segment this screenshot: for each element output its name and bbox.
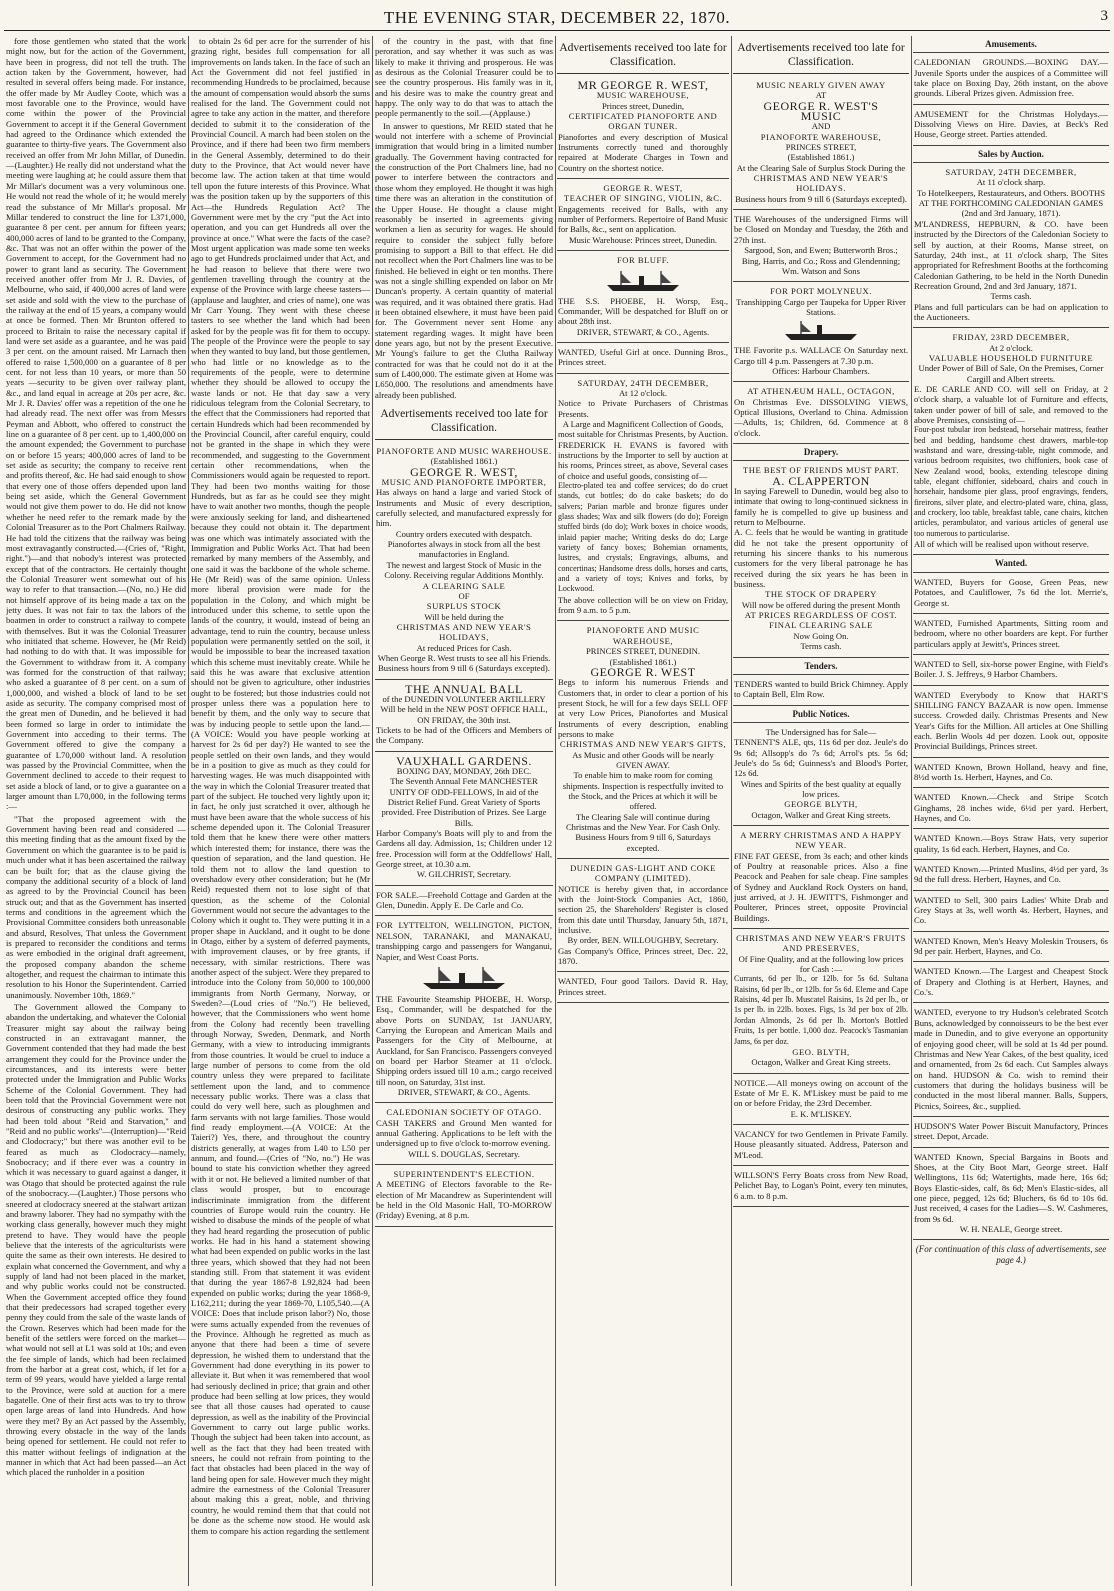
section-label-sales-by-auction: Sales by Auction.: [913, 146, 1109, 163]
classified-wanted: [913, 655, 1109, 686]
ad-items: Currants, 6d per lb., or 12lb. for 5s 6d. Sultana Raisins, 6d per lb., or 12lb. for 5s 6d. Eleme and Cape Raisins, 4d per lb. Muscatel Raisins, 1s 2d per lb., or 1s per lb. in 22lb. boxes. Figs, 1s 3d per box of 2lb. Jordan Almonds, 2s 6d per lb. Morton's Bottled Fruits, 1s per bottle. 1,000 doz. Peacock's Tasmanian Jams, 6s per doz.: [734, 974, 908, 1046]
column-1-article: [6, 36, 186, 1588]
ad-sale: CHRISTMAS AND NEW YEAR'S HOLIDAYS,: [396, 621, 532, 643]
ad-date: SATURDAY, 24TH DECEMBER,: [945, 167, 1077, 178]
ad-title: FOR PORT MOLYNEUX.: [770, 286, 872, 297]
ad-office: Offices: Harbour Chambers.: [772, 365, 870, 376]
ad-signature: DRIVER, STEWART, & CO., Agents.: [397, 1086, 531, 1097]
ad-address: Octagon, Walker and Great King streets.: [751, 1057, 891, 1068]
classified-wanted: [913, 932, 1109, 963]
ad-body: To enable him to make room for coming shipments. Inspection is respectfully invited to the Stock, and the Prices at which it will be offered.: [562, 770, 724, 812]
ad-body: Tickets to be had of the Officers and Members of the Company.: [376, 724, 552, 746]
section-label-public-notices: Public Notices.: [733, 706, 909, 723]
ad-established: (Established 1861.): [430, 456, 498, 467]
ad-body: THE Warehouses of the undersigned Firms will be Closed on Monday and Tuesday, the 26th and 27th inst.: [734, 214, 908, 245]
ad-collection: A Large and Magnificent Collection of Goods, most suitable for Christmas Presents, by Auction.: [558, 418, 728, 440]
advert-for-bluff: [557, 251, 729, 343]
ad-title: PIANOFORTE AND MUSIC WAREHOUSE,: [586, 625, 700, 646]
advert-west-teacher: [557, 179, 729, 251]
ad-body: Country orders executed with despatch.: [395, 528, 533, 539]
ad-body: WANTED, Furnished Apartments, Sitting room and bedroom, where no other boarders are kept. For further particulars apply at Jewitt's, Princes street.: [914, 617, 1108, 649]
continuation-note: (For continuation of this class of advertisements, see page 4.): [915, 1244, 1107, 1265]
ad-intro: The Undersigned has for Sale—: [765, 726, 877, 737]
ad-body: Will be held in the NEW POST OFFICE HALL, ON FRIDAY, the 30th inst.: [380, 704, 548, 725]
classified-wanted: [913, 891, 1109, 932]
ad-items: Electro-plated tea and coffee services; do do cruet stands, cut bottles; do do cake baskets; do do salvers; Parian marble and bronze figures under glass shades; Wax and silk flowers (do do); Foreign stuffed birds (do do); Work boxes in choice woods, inlaid papier mache; Writing desks do do; Large variety of fancy boxes; Bohemian ornaments, lustres, and crystals; Engravings, albums, and concertinas; Handsome dress dolls, horses and carts, and a variety of toys; Knives and forks, by Lockwood.: [558, 481, 728, 594]
advert-for-sale: [375, 886, 553, 917]
page-number: 3: [1100, 8, 1108, 24]
ad-sale: Will be held during the: [424, 611, 504, 622]
section-label-amusements: Amusements.: [913, 36, 1109, 53]
article-paragraph: of the country in the past, with that fine peroration, and say whether it was such as was likely to make it thriving and prosperous. He was as desirous as the Colonial Treasurer could be to see the country prosperous. His family was in it, and his desire was to make the country great and happy. The only way to do that was to attach the people permanently to the soil.—(Applause.): [375, 36, 553, 119]
masthead-rule: [4, 30, 1110, 31]
advert-wanted-girl: [557, 343, 729, 374]
ad-body: WANTED to Sell, six-horse power Engine, with Field's Boiler. J. S. Jeffreys, 9 Harbor Chambers.: [914, 658, 1108, 680]
section-header: Advertisements received too late for Classification.: [375, 402, 553, 440]
ad-body: VACANCY for two Gentlemen in Private Family. House pleasantly situated. Address, Paterson and M'Leod.: [734, 1128, 908, 1160]
advert-tenders: [733, 675, 909, 706]
advert-phoebe-steamer: [375, 916, 553, 1103]
ad-body: WANTED Known.—Boys Straw Hats, very superior quality, 1s 6d each. Herbert, Haynes, and Co.: [914, 833, 1108, 854]
ad-address: PRINCES STREET,: [785, 142, 857, 153]
ad-final: FINAL CLEARING SALE: [769, 620, 873, 631]
ad-body: AMUSEMENT for the Christmas Holydays.—Dissolving Views on Hire. Davies, at Beck's Red House, George street. Parties attended.: [914, 108, 1108, 140]
classified-wanted: [913, 1117, 1109, 1148]
column-divider: [731, 36, 732, 1586]
ad-signature: GEO. BLYTH,: [792, 1046, 850, 1057]
ad-body: Harbor Company's Boats will ply to and from the Gardens all day. Admission, 1s; Children under 12 free. Procession will form at the Oddfellows' Hall, George street, at 10.30 a.m.: [376, 828, 552, 870]
ad-body: WANTED, everyone to try Hudson's celebrated Scotch Buns, acknowledged by connoisseurs to be the best ever made in Dunedin, and to give everyone an opportunity of enjoying good cheer, will be sold at 1s 4d per pound. Christmas and New Year Cakes, of the best quality, iced and ornamented, from 2s 6d each. Cut Samples always on hand. HUDSON & Co. wish to remind their customers that during the holidays business will be conducted in the most liberal manner. Balls, Suppers, Picnics, Soirees, &c., supplied.: [914, 1007, 1108, 1111]
ad-body: At the Clearing Sale of Surplus Stock During the: [736, 162, 906, 173]
advert-ferry: [733, 1166, 909, 1207]
advert-blyth-ales: [733, 723, 909, 826]
section-header: Advertisements received too late for Classification.: [733, 36, 909, 74]
advert-fat-geese: [733, 826, 909, 929]
ad-body: HUDSON'S Water Power Biscuit Manufactory, Princes street. Depot, Arcade.: [914, 1120, 1108, 1142]
steamship-icon: [781, 320, 861, 342]
ad-signature: GEORGE BLYTH,: [784, 799, 858, 810]
ad-title: MUSIC NEARLY GIVEN AWAY: [756, 80, 886, 90]
ad-sale: When George R. West trusts to see all his Friends.: [377, 652, 551, 663]
ad-body: The Clearing Sale will continue during Christmas and the New Year. For Cash Only.: [565, 811, 721, 832]
column-divider: [372, 36, 373, 1586]
ad-items: TENNENT'S ALE, qts, 11s 6d per doz. Jeule's do 9s 6d; Allsopp's do 7s 6d; Arrol's pts. 5s 6d; Jeule's do 5s 6d; Guinness's and Blood's Porter, 12s 6d.: [734, 737, 908, 779]
ad-address: PRINCES STREET, DUNEDIN.: [586, 646, 700, 657]
ad-body: WANTED Known.—The Largest and Cheapest Stock of Drapery and Clothing is at Herbert, Haynes, and Co.'s.: [914, 966, 1108, 998]
advert-warehouses-closed: [733, 210, 909, 282]
ad-terms: Terms cash.: [990, 291, 1032, 302]
ad-body: WANTED Everybody to Know that HART'S SHILLING FANCY BAZAAR is now open. Immense success. Crowded daily. Christmas Presents and New Year's Gifts for the Million. All articles at One Shilling each. Berlin Wools 4d per dozen. Look out, opposite Provincial Buildings, Princes street.: [914, 689, 1108, 752]
ad-body: NOTICE.—All moneys owing on account of the Estate of Mr E. K. M'Liskey must be paid to me on or before Friday, the 23rd December.: [734, 1077, 908, 1109]
ad-body: The Seventh Annual Fete MANCHESTER UNITY OF ODD-FELLOWS, In aid of the District Relief Fund. Great Variety of Sports provided. Free Distribution of Prizes. See Large Bills.: [381, 776, 547, 828]
advert-caledonian-society: [375, 1103, 553, 1165]
ad-body: The newest and largest Stock of Music in the Colony. Receiving regular Additions Monthly.: [384, 559, 544, 581]
ad-body: WANTED Known, Men's Heavy Moleskin Trousers, 6s 9d per pair. Herbert, Haynes, and Co.: [914, 935, 1108, 957]
column-divider: [555, 36, 556, 1586]
ad-plans: Plans and full particulars can be had on application to the Auctioneers.: [914, 301, 1108, 322]
ad-subtitle: MUSIC AND PIANOFORTE IMPORTER,: [381, 477, 547, 488]
classified-wanted: [913, 686, 1109, 758]
ad-sale: OF: [458, 590, 470, 601]
ad-body: FINE FAT GEESE, from 3s each; and other kinds of Poultry at reasonable prices. Also a fine Peacock and Peahen for sale cheap. Fine samples of Sydney and Auckland Rock Oysters on hand, just arrived, at J. H. JEWITT'S, Fishmonger and Poulterer, Princes street, opposite Provincial Buildings.: [734, 850, 908, 923]
ad-signature: DRIVER, STEWART, & CO., Agents.: [576, 326, 710, 337]
ad-body: WANTED, Four good Tailors. David R. Hay, Princes street.: [558, 976, 728, 997]
ad-date: SATURDAY, 24TH DECEMBER,: [577, 377, 709, 388]
ad-time: At 11 o'clock sharp.: [976, 177, 1046, 188]
advert-furniture-auction: [913, 328, 1109, 555]
ad-body: WANTED Known.—Printed Muslins, 4½d per yard, 3s 9d the full dress. Herbert, Haynes, and Co.: [914, 864, 1108, 885]
classified-wanted: [913, 788, 1109, 829]
ad-body: A. C. feels that he would be wanting in gratitude did he not take the present opportunity of returning his sincere thanks to his numerous customers for the very liberal patronage he has received during the six years he has been in business.: [734, 527, 908, 590]
ad-signature: W. H. NEALE, George street.: [959, 1224, 1063, 1234]
section-label-tenders: Tenders.: [733, 658, 909, 675]
classified-wanted: [913, 614, 1109, 655]
article-paragraph: The Government allowed the Company to abandon the undertaking, and whatever the Colonial Treasurer might say about the railway being constructed in an extravagant manner, the Government contended that they had made the best arrangement they could for the Province under the circumstances, and its interests were better protected under the Immigration and Public Works Scheme of the Colonial Government. They had been told that the Provincial Government were not desirous of constructing any public works. They had been told about "Reid and Starvation," and "Reid and no public works"—(Interruption)—"Reid and Clodocracy;" but there was another evil to be feared as much as Clodocracy—namely, Snobocracy; and if there ever was a country in which it was necessary to guard against a danger, it was Otago that should be protected against the rule of the snobocracy.—(Laughter.) Those persons who sneered at clodocracy sneered at the stalwart artizan and brawny laborer. They had no sympathy with the working class generally, however much they might pretend to have. They would have the people believe that the interests of the agriculturists were quite the same as their own interests. He desired to explain what concerned the Government, and why a supply of land had not been placed in the market, and why public works could not be constructed. When the Government accepted office they found that their predecessors had scraped together every penny they could from the sale of the waste lands of the Crown. Reserves which had been made for the benefit of the settlers were forced on the market—what would not sell at L1 was sold at 10s; and even the fee simple of lands, which had been reclaimed from the harbor at a great cost, which, if let for a term of 99 years, would have yielded a large rental to the Province, were sold at auction for a mere bagatelle. One of their first acts was to try to throw open large areas of land into Hundreds. And how were they met? By an Act passed by the Assembly, throwing every obstacle in the way of the lands being opened for settlement. He could not refer to this matter without feelings of indignation at the manner in which that Act had been passed—an Act which placed the runholder in a position: [6, 1001, 186, 1478]
ad-title: VALUABLE HOUSEHOLD FURNITURE: [928, 352, 1094, 363]
section-header: Advertisements received too late for Classification.: [557, 36, 729, 74]
steamship-icon: [603, 269, 683, 293]
classified-wanted: [913, 829, 1109, 860]
ad-time: At 12 o'clock.: [618, 387, 668, 398]
article-paragraph: to obtain 2s 6d per acre for the surrender of his grazing right, besides full compensation for all improvements on lands taken. In the face of such an Act the Government did not feel justified in recommending Hundreds to be proclaimed, because the amount of compensation would absorb the sums realised for the land. The Government could not agree to take any action in the matter, and therefore decided to submit it to the consideration of the Provincial Council. A march had been stolen on the Province, and if there had been two firm members in the General Assembly, determined to do their duty to the Province, that Act would never have become law. The action taken at that time would tell upon the future interests of this Province. What was the position taken up by the supporters of this Act—the Hundreds Regulation Act? The Government were met by the cry "put the Act into operation, and you can get Hundreds all over the province at once." What were the facts of the case? Most urgent application was made some ten weeks ago to get Hundreds proclaimed under that Act, and he had reason to believe that there were two gentlemen travelling through the country at the expense of the Province with large cheese tasters—(applause and laughter, and cries of name), one was Mr Carr Young. They went with these cheese tasters to see whether the land which had been asked for by the people was fit for them to occupy. The people of the Province were the people to say when they wanted to buy land, but those gentlemen, who had little or no knowledge as to the requirements of the people, were to determine whether they should be allowed to occupy the waste lands or not. He that day saw a very ridiculous telegram from the Colonial Secretary, to the effect that the Commissioners had reported that certain Hundreds which had been recommended by the Provincial Council, after careful enquiry, could not be granted in the shape in which they were recommended, and suggesting to the Government certain other recommendations, when the Commissioners would again be requested to report. They had been two months waiting for those Hundreds, but as far as he could see they might have to wait another two months, though the people were anxiously seeking for land, and disheartened because they could not obtain it. The department was one which was intimately associated with the Immigration and Public Works Act. That had been remarked by many members of the Assembly, and one said it was the backbone of the whole scheme. He (Mr Reid) was of the same opinion. Unless more liberal provision were made for the population in the Colony, and which might be introduced under this scheme, to settle upon the lands of the country, it would, instead of being an advantage, tend to ruin the country, because unless population were permanently settled on the soil, it would be impossible to bear the increased taxation which this scheme must inevitably create. While he said this he was aware that exclusive attention should not be given to agriculture, other industries ought to be fostered; but those industries could not prosper unless there was a population here to benefit by them, and the only way to secure that was by inducing people to settle upon the land.—(A VOICE: Would you have people working at harvest for 2s 6d per day?) He wanted to see the people settled on their own lands, and they would be in a position to give as much as they could for harvesting wages. He was much disappointed with the way in which the Colonial Treasurer treated that part of the subject. He touched very lightly upon it; in fact, he only just scratched it over, although he must have been aware that the whole success of his scheme depended upon it. The Colonial Treasurer told them that he knew there were other matters which interested them; for instance, there was the question of separation, and the land question. He told them not to allow the land question to overshadow every other consideration; but he (Mr Reid) requested them not to lose sight of that question, as the scheme of the Colonial Government would not secure the advantages to the Colony which it ought to. They were putting it in a proper shape in Auckland, and it ought to be done in Otago, either by a system of deferred payments, with improvement clauses, or by free grants, if necessary, with similar restrictions. There was another aspect of the subject. Were they prepared to introduce into the Colony from 50,000 to 100,000 immigrants from North Germany, Norway, or Sweden?—(Loud cries of "No.") He believed, however, that the Commissioners who went home from the Colony had recently been travelling through Norway, Sweden, Denmark, and North Germany, with a view to introducing immigrants from those countries. It would be cruel to induce a large number of persons to come from the old country unless they were prepared to facilitate settlement upon the land, and to commence necessary public works. There was a class that could do very well here, such as ploughmen and farm servants with not large families. Those would find ready employment.—(A VOICE: At the Taieri?) Yes, there, and throughout the country districts generally, at wages from L40 to L50 per annum, and found.—(Cries of "No, no.") He was bound to state his conviction whether they agreed with it or not. He believed a limited number of that class would prosper, but to encourage indiscriminate immigration from the different countries of Europe would ruin the country. He wished to disabuse the minds of the people of what they had heard regarding the prosecution of public works. He had in his hand a statement showing what had been expended on public works in the last three years, which showed that they had not been standing still. From that statement it was evident that during the year 1867-8 L92,824 had been expended on public works; during the year 1868-9, L162,211; during the year 1869-70, L105,540.—(A VOICE: Does that include prison labor?) No, those were sums actually expended from the revenues of the Province. Although he regretted as much as anyone that there had been a time of severe depression, he wished them to understand that the Government had done everything in its power to alleviate it. But when it was remembered that wool had seriously declined in price; that grain and other produce had been selling at low prices, they would see that all those causes had operated to cause depression, as well as the inability of the Provincial Government to carry out large public works. Though the subject had been taken into account, as well as the fact that they had been treated with sneers, he could not refrain from pointing to the fact that obstacles had been placed in the way of land being open for sale. However much they might admire the earnestness of the Colonial Treasurer about making this a great, noble, and thriving country, he would remind them that that could not be done as the scheme now stood. He would ask them to compare his action regarding the settlement: [191, 36, 370, 1536]
ad-signature: By order, BEN. WILLOUGHBY, Secretary.: [567, 935, 719, 946]
ad-address: Music Warehouse: Princes street, Dunedin.: [568, 234, 718, 245]
advert-wanted-tailors: [557, 972, 729, 1003]
ad-body: WANTED Known, Special Bargains in Boots and Shoes, at the City Boot Mart, George street. Half Wellingtons, 11s 6d; Watertights, made here, 16s 6d; Boys Elastic-sides, calf, 8s 6d; Men's Elastic-sides, all one piece, pegged, 12s 6d; Bluchers, 6s 6d to 10s 6d. Just received, 4 cases for the Ladies—S. W. Cashmeres, from 9s 6d.: [914, 1151, 1108, 1224]
ad-firms: Sargood, Son, and Ewen; Butterworth Bros.; Bing, Harris, and Co.; Ross and Glendenning; Wm. Watson and Sons: [741, 245, 901, 276]
ad-title: To Hotelkeepers, Restaurateurs, and Others. BOOTHS AT THE FORTHCOMING CALEDONIAN GAMES (2nd and 3rd January, 1871).: [917, 187, 1105, 219]
ad-hours: Business Hours from 9 till 6, Saturdays excepted.: [575, 832, 711, 853]
ad-gifts: CHRISTMAS AND NEW YEAR'S GIFTS,: [559, 739, 727, 750]
ad-sale: At reduced Prices for Cash.: [416, 642, 512, 653]
ad-and: AND: [811, 121, 831, 132]
ad-address: Princes street, Dunedin,: [601, 100, 685, 111]
advert-port-molyneux: [733, 282, 909, 382]
ad-view: The above collection will be on view on Friday, from 9 a.m. to 5 p.m.: [558, 594, 728, 616]
ad-body: E. DE CARLE AND CO. will sell on Friday, at 2 o'clock sharp, a valuable lot of Furniture and effects, taken under power of bill of sale, and removed to the above Premises, consisting of—: [914, 383, 1108, 425]
advert-music-given-away: [733, 76, 909, 210]
ad-title: THE BEST OF FRIENDS MUST PART.: [743, 465, 899, 476]
ad-body: Pianofortes always in stock from all the best manufactories in England.: [387, 539, 541, 560]
ad-holidays: CHRISTMAS AND NEW YEAR'S HOLIDAYS.: [753, 173, 889, 194]
ad-time: At 2 o'clock.: [989, 342, 1033, 353]
ad-body: WANTED, Buyers for Goose, Green Peas, new Potatoes, and Cauliflower, 7s 6d the lot. Merrie's, George st.: [914, 576, 1108, 608]
column-3: [375, 36, 553, 1588]
advert-evans-auction: [557, 374, 729, 622]
advert-caledonian-grounds: [913, 53, 1109, 104]
ad-body: WANTED to Sell, 300 pairs Ladies' White Drab and Grey Stays at 3s, well worth 4s. Herbert, Haynes, and Co.: [914, 894, 1108, 926]
column-2-article: [191, 36, 370, 1588]
classified-wanted: [913, 1148, 1109, 1241]
ad-name: A. CLAPPERTON: [772, 473, 870, 488]
ad-signature: WILL S. DOUGLAS, Secretary.: [408, 1148, 520, 1159]
ad-title: AT ATHENÆUM HALL, OCTAGON,: [747, 386, 895, 397]
advert-vauxhall: [375, 752, 553, 886]
advert-election: [375, 1165, 553, 1227]
ad-subtitle: of the DUNEDIN VOLUNTEER ARTILLERY: [382, 693, 546, 704]
masthead: [0, 0, 1114, 32]
column-divider: [188, 36, 189, 1586]
ad-title: CERTIFICATED PIANOFORTE AND ORGAN TUNER.: [568, 111, 718, 132]
ad-date: BOXING DAY, MONDAY, 26th DEC.: [396, 766, 532, 776]
advert-west-music-warehouse: [557, 76, 729, 179]
advert-gas-company: [557, 859, 729, 972]
ad-body: CALEDONIAN GROUNDS.—BOXING DAY.—Juvenile Sports under the auspices of a Committee will take place on Boxing Day, 26th instant, on the above grounds. Liberal Prizes given. Admission free.: [914, 57, 1108, 99]
ad-body: THE Favorite p.s. WALLACE On Saturday next. Cargo till 4 p.m. Passengers at 7.30 p.m.: [734, 345, 908, 366]
column-4: [557, 36, 729, 1588]
ad-subtitle: TEACHER OF SINGING, VIOLIN, &C.: [563, 193, 723, 204]
article-paragraph: fore those gentlemen who stated that the work might now, but for the action of the Government, have been in progress, did not tell the truth. The action taken by the Government, however, had resulted in several offers being made. For instance, the offer made by Mr Audley Coote, which was a most favorable one to the Province, would have come within the power of the Provincial Government to accept it if the General Government had agreed to the Ordinance which extended the guarantee to thirty-five years. The Government also received an offer from Mr John Millar, of Dunedin.—(Laughter.) He really did not understand what the meeting were laughing at; he could assure them that Mr Millar's document was a very voluminous one. He would not read the whole of it; he would merely read the substance of Mr Millar's proposal. Mr Millar tendered to construct the line for L371,000, guarantee 8 per cent. per annum for fifteen years; 400,000 acres of land to be granted to the Company, &c. That was not an offer within the power of the Government to accept, for the Government had no power to grant land as security. The Government received another offer from Mr J. R. Davies, of Melbourne, who said, if 400,000 acres of land were set aside and sold with the view to the purchase of the railway at the end of 15 years, a company would at once be formed. Then Mr Brunton offered to proceed to Britain to raise the necessary capital if land were set aside as a guarantee, and he was paid 3 per cent. on the amount raised. Mr Larnach then offered to raise 1,500,000 on a guarantee of 8 per cent. for not less than 10 years, or more than 50 years —security to be given over railway plant, &c., and land equal in acreage at 20s per acre, &c. Mr J. R. Davies' offer was a repetition of the one he had already read. The next offer was from Messrs Peyman and Abbott, who offered to construct the line on a guarantee of 8 per cent. up to 1,400,000 on the amount expended; the Government to purchase on or before 15 years; 400,000 acres of land to be set aside as security; the company to receive rent and profits thereof, &c. He had said enough to show that every one of those offers depended upon land being set aside, which the General Government would not give them power to do. He did not know whether he need refer to the remark made by the Colonial Treasurer as to the Port Chalmers Railway. He had told the citizens that the railway was being most extravagantly constructed.—(Cries of, "Right, right.")—and that nobody's interest was protected except that of the contractors. He certainly thought the Colonial Treasurer went somewhat out of his way to refer to that transaction.—(No, no.) He did not himself approve of its being made a tax on the jetty dues. It was not fair to tax the labors of the boatmen in order to construct a railway to compete with themselves. But it was the Colonial Treasurer who initiated that scheme. However, he (Mr Reid) had nothing to do with that. It was impossible for the Government to withdraw from it. A company was formed for the construction of that railway; who asked a guarantee of 8 per cent. on a sum of 1,000,000, and wished a block of land to be set aside as security. The company comprised most of the great men of Dunedin, and he believed it had been formed so large in order to intimidate the Government into acceding to their terms. The Government offered to give the company a guarantee of L70,000 without land. A resolution was passed by the Provincial Committee, when the Government declined to accede to their request to set aside a block of land, or to give a guarantee on a larger amount than L70,000, in the following terms :—: [6, 36, 186, 812]
ad-subtitle: MUSIC WAREHOUSE,: [596, 90, 690, 101]
advert-booths-auction: [913, 163, 1109, 328]
ad-address: Octagon, Walker and Great King streets.: [751, 809, 891, 820]
ad-signature: W. GILCHRIST, Secretary.: [416, 869, 512, 880]
advert-west-clearing: [557, 621, 729, 859]
ad-subtitle: PIANOFORTE WAREHOUSE,: [760, 131, 882, 142]
ad-title: CALEDONIAN SOCIETY OF OTAGO.: [386, 1107, 542, 1118]
ad-at: AT: [815, 90, 827, 101]
ad-date: FRIDAY, 23RD DECEMBER,: [952, 332, 1070, 343]
article-paragraph: "That the proposed agreement with the Government having been read and considered —this meeting finding that as the amount fixed by the Government on which the guarantee is to be paid is much under what it has been ascertained the railway can be built for; that as the clause giving the company the additional security of a block of land as agreed to by the Provincial Council has been struck out; and that as the Government has inserted terms and conditions in the agreement which the Provisional Committee considers both unreasonable and absurd, Resolves, That unless the Government is prepared to reconsider the conditions and terms as were embodied in the original draft agreement, the proposed company abandon the scheme altogether, and request the chairman to intimate this resolution to his Honor the Superintendent. Carried unanimously. November 10th, 1869.": [6, 813, 186, 1000]
steamship-icon: [419, 965, 509, 991]
ad-title: CHRISTMAS AND NEW YEAR'S FRUITS AND PRESERVES,: [736, 933, 906, 954]
ad-title: SUPERINTENDENT'S ELECTION.: [393, 1169, 535, 1179]
ad-body: A MEETING of Electors favorable to the Re-election of Mr Macandrew as Superintendent will be held in the Old Masonic Hall, TO-MORROW (Friday) Evening, at 8 p.m.: [376, 1179, 552, 1221]
section-label-drapery: Drapery.: [733, 444, 909, 461]
ad-body: Pianofortes and every description of Musical Instruments correctly tuned and thoroughly repaired at Moderate Charges in Town and Country on the shortest notice.: [558, 131, 728, 173]
column-5: [733, 36, 909, 1588]
classified-wanted: [913, 1003, 1109, 1116]
ad-hours: Business hours from 9 till 6 (Saturdays excepted).: [735, 193, 907, 204]
classified-wanted: [913, 860, 1109, 891]
section-label-wanted: Wanted.: [913, 555, 1109, 572]
ad-stock: THE STOCK OF DRAPERY: [765, 589, 877, 600]
ad-body: Wines and Spirits of the best quality at equally low prices.: [740, 778, 902, 799]
advert-west-warehouse: [375, 442, 553, 680]
ad-established: (Established 1861.): [787, 152, 855, 163]
ad-title: PIANOFORTE AND MUSIC WAREHOUSE.: [376, 446, 552, 457]
ad-body: Begs to inform his numerous Friends and Customers that, in order to clear a portion of his present Stock, he will for a few days SELL OFF at very Low Prices, Pianofortes and Musical Instruments of every description, enabling persons to make: [558, 677, 728, 739]
ad-name: GEORGE R. WEST,: [603, 183, 683, 194]
ad-items: Four-post tubular iron bedstead, horsehair mattress, feather bed and bedding, handsome chest drawers, marble-top washstand and ware, dressing-table, night commode, and various bedroom requisites, two chiffoniers, book case of New Zealand wood, books, extending telescope dining table, elegant chiffonier, sideboard, chairs and couch in horsehair, handsome pier glass, proof engravings, fenders, fireirons, silver plate, and electro-plated ware, china, glass, and crockery, loo table, breakfast table, cane chairs, kitchen articles, perambulator, and various articles of general use too numerous to particularise.: [914, 425, 1108, 538]
advert-mliskey: [733, 1074, 909, 1125]
ad-body: THE Favourite Steamship PHOEBE, H. Worsp, Esq., Commander, will be despatched for the above Ports on SUNDAY, 1st JANUARY, Carrying the European and American Mails and Passengers for the City of Melbourne, at Auckland, for San Francisco. Passengers conveyed on board per Harbor Steamer at 11 o'clock. Shipping orders issued till 10 a.m.; cargo received till noon, on Saturday, 31st inst.: [376, 993, 552, 1087]
ad-subtitle: Under Power of Bill of Sale, On the Premises, Corner Cargill and Albert streets.: [918, 363, 1104, 384]
ad-name: GEORGE R. WEST'S: [763, 98, 879, 113]
ad-title: FOR BLUFF.: [616, 255, 670, 266]
advert-fruits: [733, 929, 909, 1073]
ad-reserve: All of which will be realised upon without reserve.: [914, 539, 1089, 550]
ad-sale: SURPLUS STOCK: [426, 601, 502, 612]
ad-body: M'LANDRESS, HEPBURN, & CO. have been instructed by the Directors of the Caledonian Society to sell by auction, at their Rooms, Manse street, on Saturday, 24th inst., at 11 o'clock sharp, The Sites appropriated for Refreshment Booths at the forthcoming Caledonian Gathering, to be held in the North Dunedin Recreation Ground, 2nd and 3rd January, 1871.: [914, 218, 1108, 291]
ad-title: DUNEDIN GAS-LIGHT AND COKE COMPANY (LIMITED).: [570, 863, 716, 884]
advert-annual-ball: [375, 680, 553, 752]
ad-body: CASH TAKERS and Ground Men wanted for annual Gathering. Applications to be left with the undersigned up to five o'clock to-morrow evening.: [376, 1117, 552, 1149]
ad-address: Gas Company's Office, Princes street, Dec. 22, 1870.: [558, 945, 728, 967]
column-6: [913, 36, 1109, 1588]
ad-music: MUSIC: [800, 109, 842, 124]
ad-body: Engagements received for Balls, with any number of Performers. Repertoire of Band Music for Balls, &c., sent on application.: [558, 203, 728, 235]
column-divider: [911, 36, 912, 1586]
advert-vacancy: [733, 1125, 909, 1166]
ad-name: MR GEORGE R. WEST,: [577, 78, 709, 92]
ad-body: WANTED Known.—Check and Stripe Scotch Ginghams, 28 inches wide, 6½d per yard. Herbert, Haynes, and Co.: [914, 792, 1108, 823]
ad-title: THE ANNUAL BALL: [405, 681, 523, 696]
ad-established: (Established 1861.): [609, 656, 677, 667]
ad-body: WILLSON'S Ferry Boats cross from New Road, Pelichet Bay, to Logan's Point, every ten minutes, 6 a.m. to 8 p.m.: [734, 1169, 908, 1201]
advert-athenaeum: [733, 382, 909, 444]
advert-clapperton: [733, 461, 909, 657]
newspaper-title: THE EVENING STAR, DECEMBER 22, 1870.: [383, 8, 731, 27]
ad-ports: FOR LYTTELTON, WELLINGTON, PICTON, NELSON, TARANAKI, and MANAKAU, transhipping cargo and passengers for Wanganui, Napier, and West Coast Ports.: [376, 920, 552, 962]
ad-signature: E. K. M'LISKEY.: [790, 1108, 852, 1119]
ad-prices: AT PRICES REGARDLESS OF COST.: [744, 610, 898, 621]
ad-body: NOTICE is hereby given that, in accordance with the Joint-Stock Companies Act, 1860, section 25, the Shareholders' Register is closed from this date until Thursday, January 5th, 1871, inclusive.: [558, 883, 728, 936]
ad-body: THE S.S. PHOEBE, H. Worsp, Esq., Commander, Will be despatched for Bluff on or about 28th inst.: [558, 295, 728, 327]
ad-notice: Notice to Private Purchasers of Christmas Presents.: [558, 398, 728, 419]
ad-gifts: As Music and other Goods will be nearly GIVEN AWAY.: [572, 749, 714, 770]
article-paragraph: In answer to questions, Mr REID stated that he would not interfere with a scheme of Provincial immigration that would bring in a limited number gradually. The Government having contracted for the construction of the Port Chalmers line, had no power to interfere between the contractors and those whom they employed. He thought it was high time there was an alteration in the constitution of the Upper House. He thought a clause might reasonably be inserted in agreements giving workmen a lien as security for wages. He should require to consider the subject fully before promising to support a Bill to that effect. He did not recollect when the Port Chalmers line was to be finished. He believed in eight or ten months. There was not a single shilling expended on labor on Mr Duncan's property. A certain quantity of material was required, and it was obtained there gratis. Had it been obtained elsewhere, it must have been paid for. The Government never sent Home any statement regarding wages. It might have been done years ago, but not by the present Executive. Mr Young's failure to get the Clutha Railway contracted for was that he could not do it at the sum of L400,000. The estimate given at Home was L650,000. The resolutions and amendments have already been published.: [375, 120, 553, 400]
ad-body: WANTED Known, Brown Holland, heavy and fine, 8½d worth 1s. Herbert, Haynes, and Co.: [914, 761, 1108, 782]
ad-stock: Will now be offered during the present Month: [741, 599, 901, 610]
ad-hours: Business hours from 9 till 6 (Saturdays excepted).: [378, 663, 550, 674]
ad-body: FREDERICK H. EVANS is favored with instructions by the Importer to sell by auction at his rooms, Princes street, as above, Several cases of choice and useful goods, consisting of—: [558, 439, 728, 481]
ad-body: In saying Farewell to Dunedin, would beg also to intimate that owing to long-continued sickness in family he is compelled to give up business and return to Melbourne.: [734, 486, 908, 528]
ad-terms: Terms cash.: [800, 641, 842, 652]
ad-name: GEORGE R. WEST: [590, 664, 696, 679]
ad-body: WANTED, Useful Girl at once. Dunning Bros., Princes street.: [558, 346, 728, 368]
classified-wanted: [913, 573, 1109, 614]
ad-body: On Christmas Eve. DISSOLVING VIEWS, Optical Illusions, Overland to China. Admission—Adults, 1s; Children, 6d. Commence at 8 o'clock.: [734, 396, 908, 438]
advert-amusement: [913, 105, 1109, 146]
ad-subtitle: Transhipping Cargo per Taupeka for Upper River Stations.: [736, 296, 906, 317]
ad-sale: A CLEARING SALE: [422, 580, 506, 591]
classified-wanted: [913, 758, 1109, 789]
ad-body: Of Fine Quality, and at the following low prices for Cash :—: [738, 953, 904, 975]
ad-name: GEORGE R. WEST,: [410, 464, 518, 479]
ad-title: A MERRY CHRISTMAS AND A HAPPY NEW YEAR.: [740, 829, 902, 851]
ad-body: FOR SALE.—Freehold Cottage and Garden at the Glen, Dunedin. Apply E. De Carle and Co.: [376, 889, 552, 911]
ad-body: TENDERS wanted to build Brick Chimney. Apply to Captain Bell, Elm Row.: [734, 678, 908, 700]
classified-wanted: [913, 962, 1109, 1003]
ad-body: Has always on hand a large and varied Stock of Instruments and Music of every description, carefully selected, and manufactured expressly for him.: [376, 487, 552, 529]
ad-title: VAUXHALL GARDENS.: [396, 753, 532, 768]
ad-going: Now Going On.: [793, 630, 849, 641]
